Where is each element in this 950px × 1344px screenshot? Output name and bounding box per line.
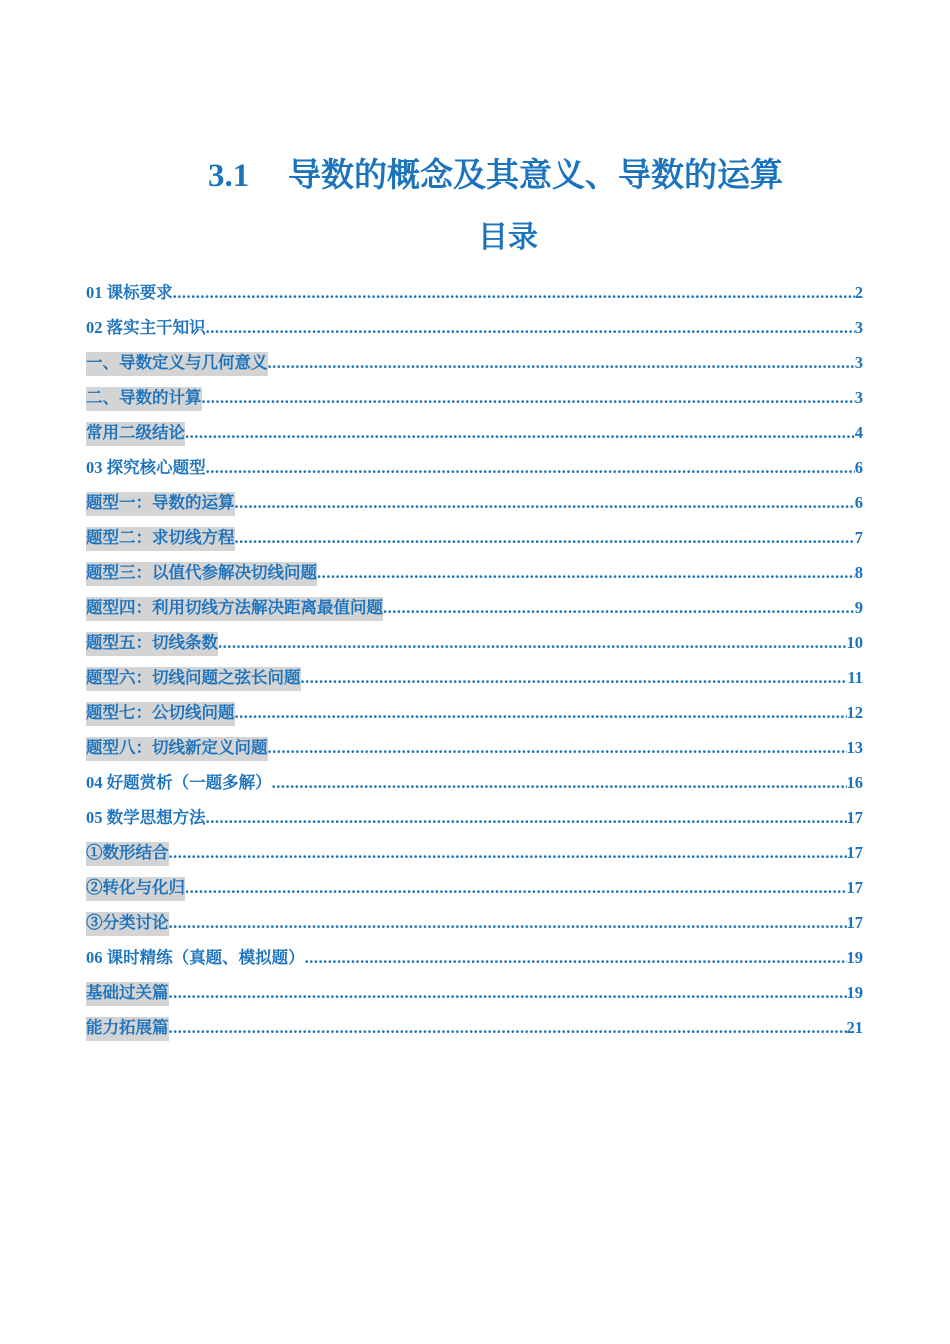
toc-leader-dots <box>235 527 855 551</box>
toc-entry-page-number[interactable]: 13 <box>846 738 863 757</box>
toc-entry-label[interactable]: 题型六：切线问题之弦长问题 <box>86 667 301 691</box>
toc-entry-label[interactable]: 基础过关篇 <box>86 982 169 1006</box>
toc-entry-label[interactable]: 能力拓展篇 <box>86 1017 169 1041</box>
toc-entry-page-number[interactable]: 9 <box>854 598 863 617</box>
toc-entry-label[interactable]: ③分类讨论 <box>86 912 169 936</box>
toc-entry-page-number[interactable]: 21 <box>846 1018 863 1037</box>
toc-entry-page-number[interactable]: 2 <box>854 283 863 302</box>
toc-entry-label[interactable]: ①数形结合 <box>86 842 169 866</box>
toc-entry-label[interactable]: 题型二：求切线方程 <box>86 527 235 551</box>
toc-leader-dots <box>383 597 855 621</box>
toc-entry-page-number[interactable]: 16 <box>846 773 863 792</box>
toc-entry[interactable] <box>86 1006 863 1041</box>
toc-entry-page-number[interactable]: 3 <box>854 318 863 337</box>
toc-entry-page-number[interactable]: 17 <box>846 843 863 862</box>
toc-entry-page-number[interactable]: 7 <box>854 528 863 547</box>
toc-entry-page-number[interactable]: 19 <box>846 948 863 967</box>
toc-entry[interactable] <box>86 761 863 796</box>
toc-entry-label[interactable]: 常用二级结论 <box>86 422 185 446</box>
toc-leader-dots <box>185 877 847 901</box>
toc-entry-label[interactable]: 06 课时精练（真题、模拟题） <box>86 948 305 967</box>
toc-entry[interactable] <box>86 866 863 901</box>
toc-leader-dots <box>218 632 847 656</box>
title-number: 3.1 <box>208 158 250 194</box>
toc-leader-dots <box>173 282 855 306</box>
toc-entry[interactable] <box>86 621 863 656</box>
toc-entry[interactable] <box>86 341 863 376</box>
toc-leader-dots <box>206 317 855 341</box>
toc-leader-dots <box>317 562 855 586</box>
toc-leader-dots <box>185 422 855 446</box>
toc-entry-page-number[interactable]: 17 <box>846 913 863 932</box>
toc-entry-page-number[interactable]: 6 <box>854 493 863 512</box>
toc-entry-page-number[interactable]: 4 <box>854 423 863 442</box>
toc-leader-dots <box>169 912 847 936</box>
toc-leader-dots <box>305 947 847 971</box>
toc-entry-label[interactable]: 题型七：公切线问题 <box>86 702 235 726</box>
toc-entry-page-number[interactable]: 3 <box>854 388 863 407</box>
toc-leader-dots <box>235 702 847 726</box>
title-text: 导数的概念及其意义、导数的运算 <box>288 158 783 194</box>
toc-entry-label[interactable]: 题型五：切线条数 <box>86 632 218 656</box>
toc-entry[interactable] <box>86 446 863 481</box>
toc-entry[interactable] <box>86 516 863 551</box>
toc-entry-label[interactable]: 01 课标要求 <box>86 283 173 302</box>
toc-entry-label[interactable]: 04 好题赏析（一题多解） <box>86 773 272 792</box>
toc-entry[interactable] <box>86 411 863 446</box>
toc-entry-label[interactable]: 二、导数的计算 <box>86 387 202 411</box>
document-title <box>208 154 783 198</box>
toc-entry-label[interactable]: ②转化与化归 <box>86 877 185 901</box>
toc-leader-dots <box>272 772 847 796</box>
toc-leader-dots <box>268 352 855 376</box>
toc-entry-page-number[interactable]: 19 <box>846 983 863 1002</box>
toc-entry-label[interactable]: 03 探究核心题型 <box>86 458 206 477</box>
toc-entry[interactable] <box>86 306 863 341</box>
toc-entry-label[interactable]: 02 落实主干知识 <box>86 318 206 337</box>
toc-leader-dots <box>169 842 847 866</box>
toc-entry[interactable] <box>86 481 863 516</box>
toc-entry[interactable] <box>86 936 863 971</box>
toc-leader-dots <box>206 457 855 481</box>
toc-leader-dots <box>235 492 855 516</box>
toc-leader-dots <box>301 667 848 691</box>
toc-entry-page-number[interactable]: 3 <box>854 353 863 372</box>
toc-entry-page-number[interactable]: 12 <box>846 703 863 722</box>
toc-entry-page-number[interactable]: 6 <box>854 458 863 477</box>
toc-leader-dots <box>206 807 847 831</box>
toc-leader-dots <box>169 982 847 1006</box>
toc-entry[interactable] <box>86 271 863 306</box>
toc-leader-dots <box>268 737 847 761</box>
toc-entry[interactable] <box>86 796 863 831</box>
toc-entry-page-number[interactable]: 17 <box>846 878 863 897</box>
toc-entry-page-number[interactable]: 17 <box>846 808 863 827</box>
toc-entry-page-number[interactable]: 8 <box>854 563 863 582</box>
toc-entry-label[interactable]: 一、导数定义与几何意义 <box>86 352 268 376</box>
toc-entry[interactable] <box>86 586 863 621</box>
toc-entry-page-number[interactable]: 11 <box>847 668 863 687</box>
toc-entry-page-number[interactable]: 10 <box>846 633 863 652</box>
toc-entry-label[interactable]: 05 数学思想方法 <box>86 808 206 827</box>
toc-entry[interactable] <box>86 901 863 936</box>
toc-entry[interactable] <box>86 691 863 726</box>
toc-entry[interactable] <box>86 831 863 866</box>
toc-entry[interactable] <box>86 376 863 411</box>
toc-heading: 目录 <box>478 221 538 254</box>
toc-entry-label[interactable]: 题型八：切线新定义问题 <box>86 737 268 761</box>
toc-leader-dots <box>202 387 855 411</box>
toc-entry[interactable] <box>86 971 863 1006</box>
toc-entry-label[interactable]: 题型一：导数的运算 <box>86 492 235 516</box>
toc-entry[interactable] <box>86 551 863 586</box>
table-of-contents <box>86 271 863 1041</box>
toc-entry[interactable] <box>86 726 863 761</box>
toc-entry-label[interactable]: 题型三：以值代参解决切线问题 <box>86 562 317 586</box>
toc-leader-dots <box>169 1017 847 1041</box>
toc-entry[interactable] <box>86 656 863 691</box>
toc-entry-label[interactable]: 题型四：利用切线方法解决距离最值问题 <box>86 597 383 621</box>
